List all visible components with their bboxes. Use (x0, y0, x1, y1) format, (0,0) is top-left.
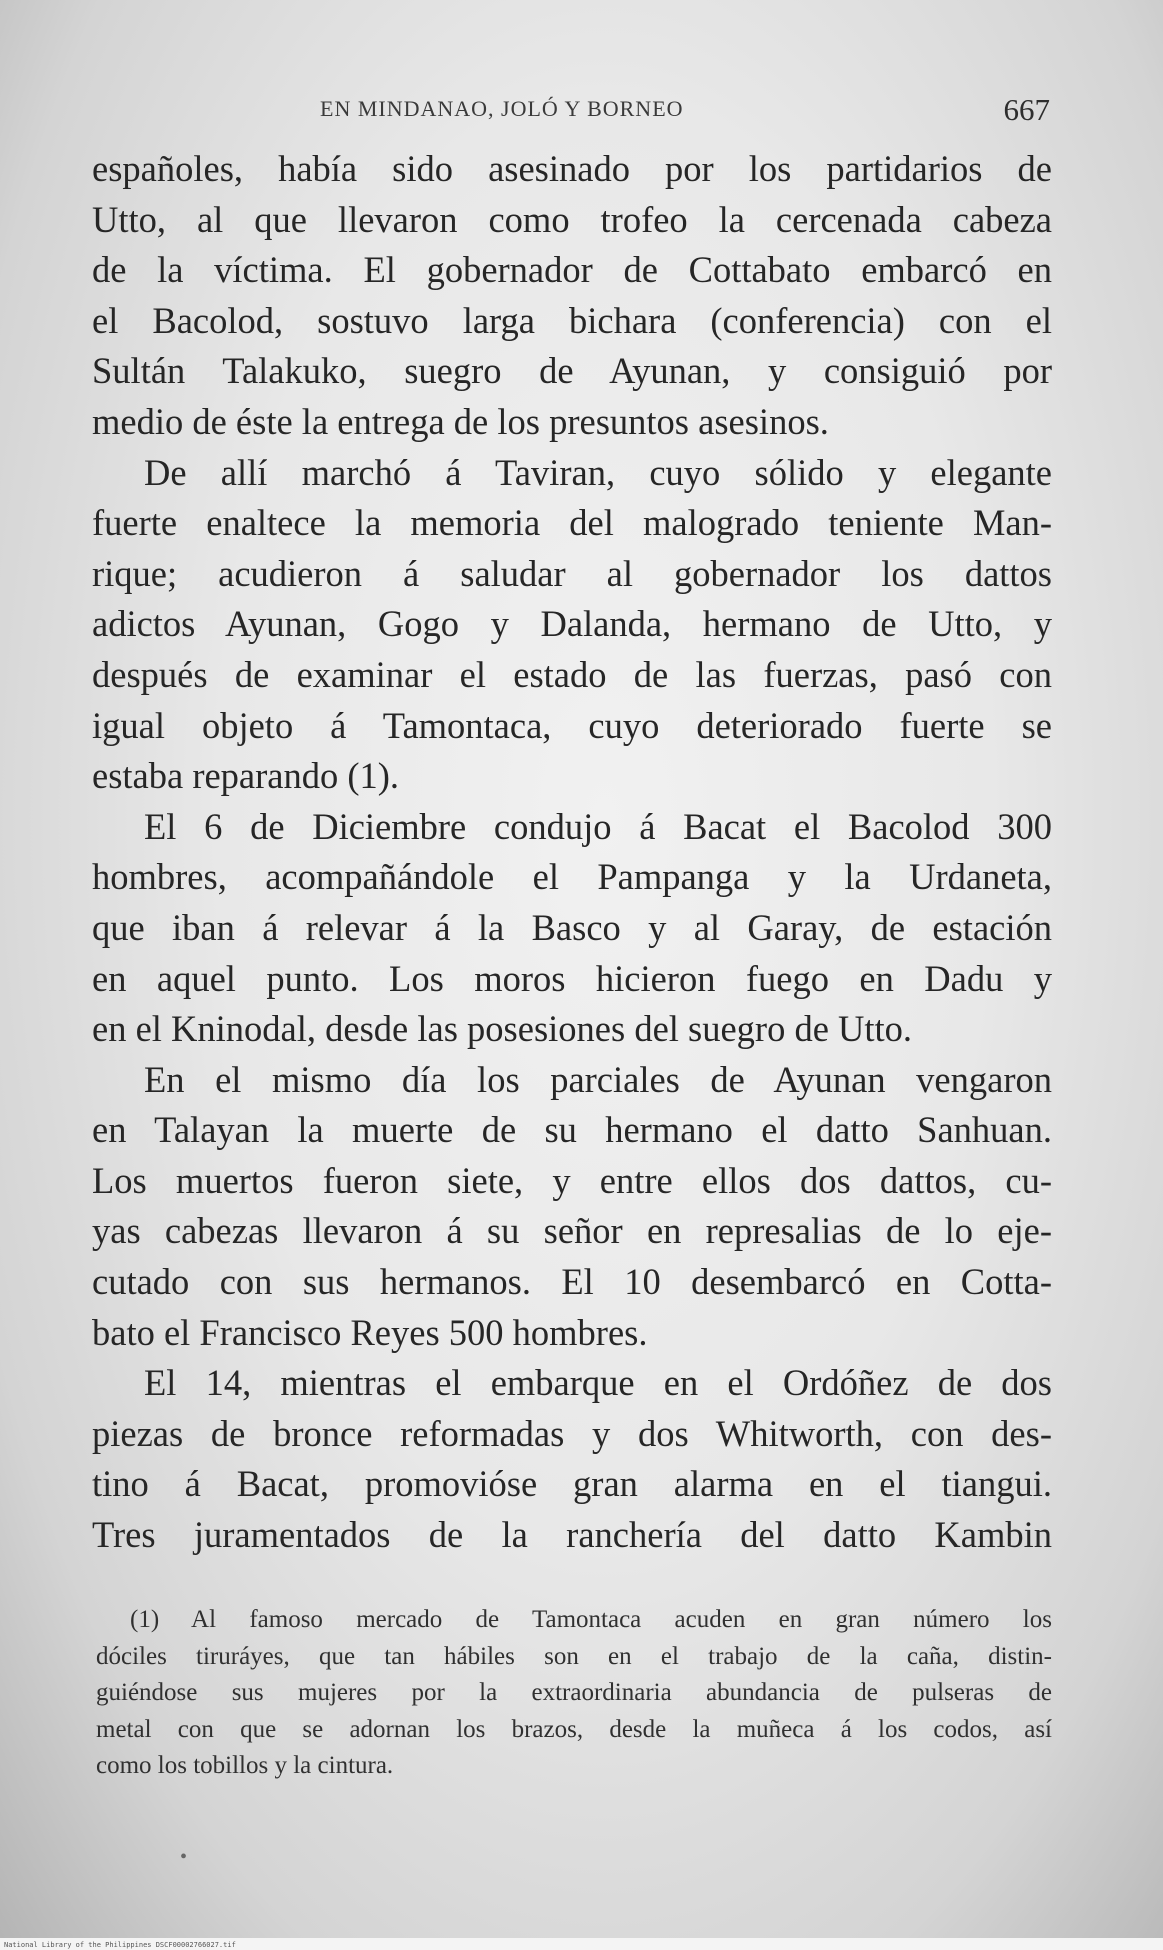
body-text (92, 144, 1052, 1561)
footnote-line: dóciles tiruráyes, que tan hábiles son en el trabajo de la caña, distin- (96, 1642, 1052, 1670)
text-line: que iban á relevar á la Basco y al Garay, de estación (92, 906, 1052, 948)
text-line: piezas de bronce reformadas y dos Whitworth, con des- (92, 1412, 1052, 1454)
footnote (96, 1602, 1052, 1785)
text-line: después de examinar el estado de las fuerzas, pasó con (92, 653, 1052, 695)
text-line: tino á Bacat, promovióse gran alarma en el tiangui. (92, 1463, 1052, 1505)
text-line: Tres juramentados de la ranchería del datto Kambin (92, 1514, 1052, 1556)
ink-mark: • (180, 1846, 188, 1868)
text-line: bato el Francisco Reyes 500 hombres. (92, 1311, 648, 1353)
text-line: En el mismo día los parciales de Ayunan vengaron (144, 1058, 1052, 1100)
text-line: rique; acudieron á saludar al gobernador los dattos (92, 552, 1052, 594)
text-line: yas cabezas llevaron á su señor en represalias de lo eje- (92, 1210, 1052, 1252)
footnote-line: (1) Al famoso mercado de Tamontaca acuden en gran número los (130, 1606, 1052, 1633)
text-line: El 14, mientras el embarque en el Ordóñez de dos (144, 1362, 1052, 1404)
text-line: en Talayan la muerte de su hermano el datto Sanhuan. (92, 1109, 1052, 1151)
text-line: igual objeto á Tamontaca, cuyo deteriorado fuerte se (92, 704, 1052, 746)
page-number: 667 (1003, 92, 1050, 127)
text-line: en aquel punto. Los moros hicieron fuego en Dadu y (92, 957, 1052, 999)
scan-credit: National Library of the Philippines DSCF00002766027.tif (4, 1941, 236, 1949)
text-line: medio de éste la entrega de los presuntos asesinos. (92, 400, 829, 442)
text-line: hombres, acompañándole el Pampanga y la Urdaneta, (92, 856, 1052, 898)
text-line: cutado con sus hermanos. El 10 desembarcó en Cotta- (92, 1261, 1052, 1303)
text-line: Los muertos fueron siete, y entre ellos dos dattos, cu- (92, 1159, 1052, 1201)
text-line: El 6 de Diciembre condujo á Bacat el Bacolod 300 (144, 805, 1052, 847)
text-line: Sultán Talakuko, suegro de Ayunan, y consiguió por (92, 350, 1052, 392)
text-line: españoles, había sido asesinado por los partidarios de (92, 148, 1052, 189)
text-line: en el Kninodal, desde las posesiones del suegro de Utto. (92, 1008, 913, 1050)
text-line: de la víctima. El gobernador de Cottabato embarcó en (92, 249, 1052, 291)
page-header (320, 92, 1050, 132)
text-line: estaba reparando (1). (92, 755, 400, 797)
text-line: fuerte enaltece la memoria del malogrado teniente Man- (92, 502, 1052, 544)
footnote-line: como los tobillos y la cintura. (96, 1752, 394, 1779)
footnote-line: guiéndose sus mujeres por la extraordinaria abundancia de pulseras de (96, 1679, 1052, 1706)
text-line: adictos Ayunan, Gogo y Dalanda, hermano de Utto, y (92, 603, 1052, 645)
footnote-line: metal con que se adornan los brazos, desde la muñeca á los codos, así (96, 1715, 1052, 1743)
scan-footer (0, 1938, 1163, 1950)
text-line: De allí marchó á Taviran, cuyo sólido y elegante (144, 451, 1052, 493)
text-line: Utto, al que llevaron como trofeo la cercenada cabeza (92, 198, 1052, 240)
running-head: EN MINDANAO, JOLÓ Y BORNEO (320, 96, 684, 121)
text-line: el Bacolod, sostuvo larga bichara (conferencia) con el (92, 299, 1052, 341)
